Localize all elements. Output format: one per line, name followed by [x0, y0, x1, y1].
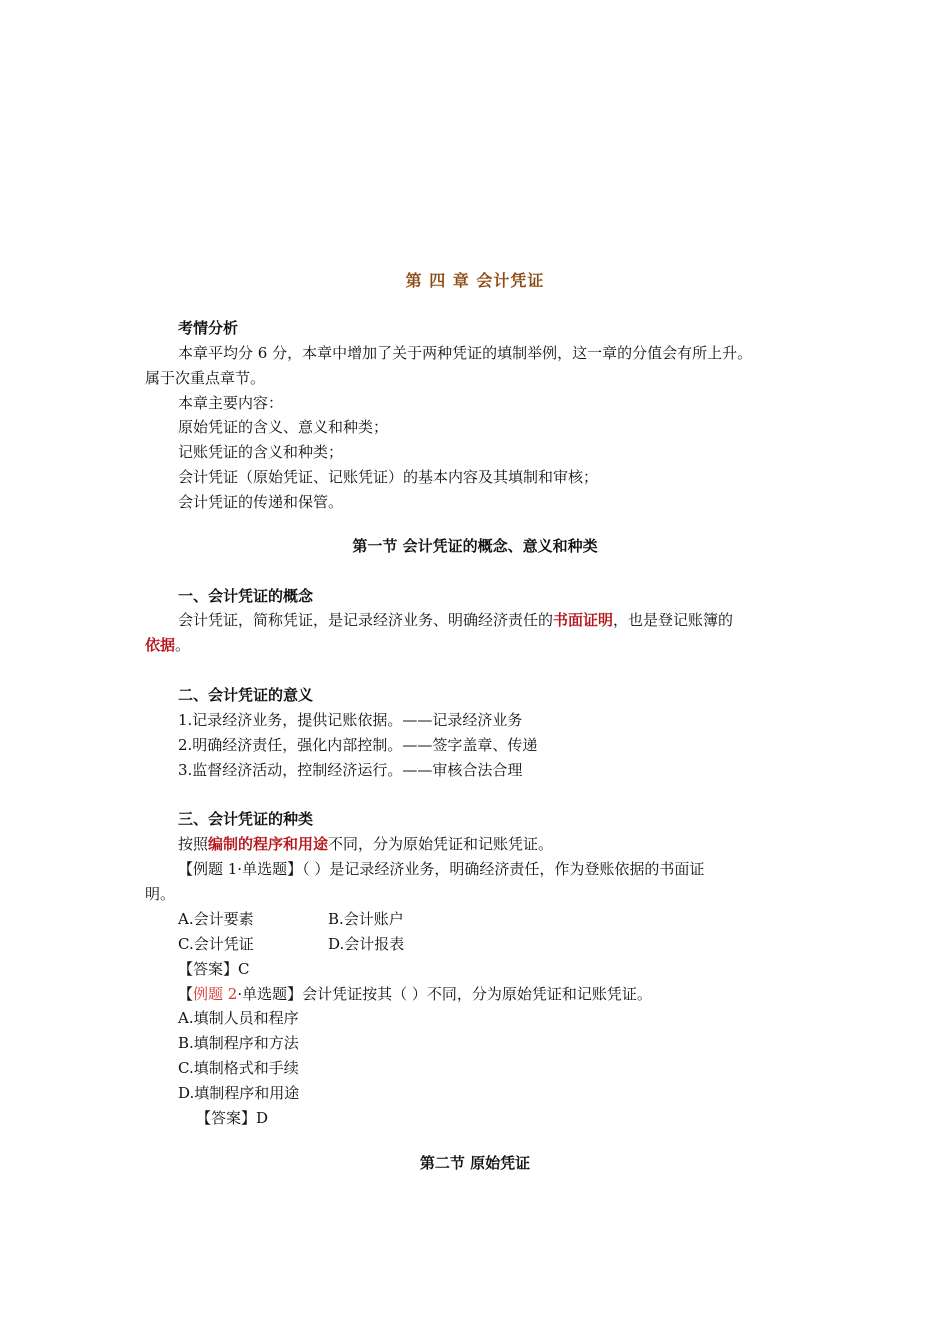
part2-heading: 二、会计凭证的意义 — [178, 686, 314, 704]
question1-options-row1 — [178, 908, 838, 930]
question2-stem — [178, 983, 838, 1005]
question2-label: 例题 2 — [193, 985, 238, 1003]
main-content-item: 原始凭证的含义、意义和种类； — [178, 418, 389, 436]
question1-stem-line2: 明。 — [145, 885, 176, 903]
analysis-paragraph-line2: 属于次重点章节。 — [145, 369, 266, 387]
significance-item: 2.明确经济责任，强化内部控制。——签字盖章、传递 — [178, 736, 538, 754]
part1-paragraph-line2 — [145, 634, 805, 656]
part3-text: 不同，分为原始凭证和记账凭证。 — [328, 835, 554, 853]
part1-text: 会计凭证，简称凭证，是记录经济业务、明确经济责任的 — [178, 611, 554, 629]
question2-option: D.填制程序和用途 — [178, 1084, 300, 1102]
section2-title: 第二节 原始凭证 — [419, 1154, 531, 1172]
question1-option-a: A.会计要素 — [178, 910, 254, 928]
main-content-item: 会计凭证的传递和保管。 — [178, 493, 344, 511]
highlight-written-proof: 书面证明 — [553, 611, 614, 629]
question2-bracket: 【 — [178, 985, 194, 1003]
question2-option: A.填制人员和程序 — [178, 1009, 299, 1027]
question2-text: ·单选题】会计凭证按其（ ）不同，分为原始凭证和记账凭证。 — [237, 985, 652, 1003]
question1-option-c: C.会计凭证 — [178, 935, 254, 953]
highlight-program-usage: 编制的程序和用途 — [208, 835, 329, 853]
chapter-title: 第 四 章 会计凭证 — [405, 271, 545, 290]
analysis-heading: 考情分析 — [178, 319, 239, 337]
part1-paragraph-line1 — [178, 609, 838, 631]
significance-item: 1.记录经济业务，提供记账依据。——记录经济业务 — [178, 711, 523, 729]
question1-option-b: B.会计账户 — [328, 910, 404, 928]
part1-heading: 一、会计凭证的概念 — [178, 587, 314, 605]
part1-text: 。 — [175, 636, 191, 654]
question2-answer: 【答案】D — [196, 1109, 269, 1127]
main-content-item: 记账凭证的含义和种类； — [178, 443, 344, 461]
part3-heading: 三、会计凭证的种类 — [178, 810, 314, 828]
main-content-item: 会计凭证（原始凭证、记账凭证）的基本内容及其填制和审核； — [178, 468, 599, 486]
question1-option-d: D.会计报表 — [328, 935, 405, 953]
question2-option: B.填制程序和方法 — [178, 1034, 299, 1052]
part3-text: 按照 — [178, 835, 209, 853]
question1-options-row2 — [178, 933, 838, 955]
question1-answer: 【答案】C — [178, 960, 250, 978]
significance-item: 3.监督经济活动，控制经济运行。——审核合法合理 — [178, 761, 523, 779]
highlight-basis: 依据 — [145, 636, 176, 654]
part3-paragraph — [178, 833, 838, 855]
main-content-heading: 本章主要内容： — [178, 394, 284, 412]
section1-title: 第一节 会计凭证的概念、意义和种类 — [352, 537, 598, 555]
question1-stem-line1: 【例题 1·单选题】（ ）是记录经济业务，明确经济责任，作为登账依据的书面证 — [178, 860, 705, 878]
analysis-paragraph-line1: 本章平均分 6 分，本章中增加了关于两种凭证的填制举例，这一章的分值会有所上升。 — [178, 344, 753, 362]
question2-option: C.填制格式和手续 — [178, 1059, 299, 1077]
part1-text: ，也是登记账簿的 — [613, 611, 734, 629]
